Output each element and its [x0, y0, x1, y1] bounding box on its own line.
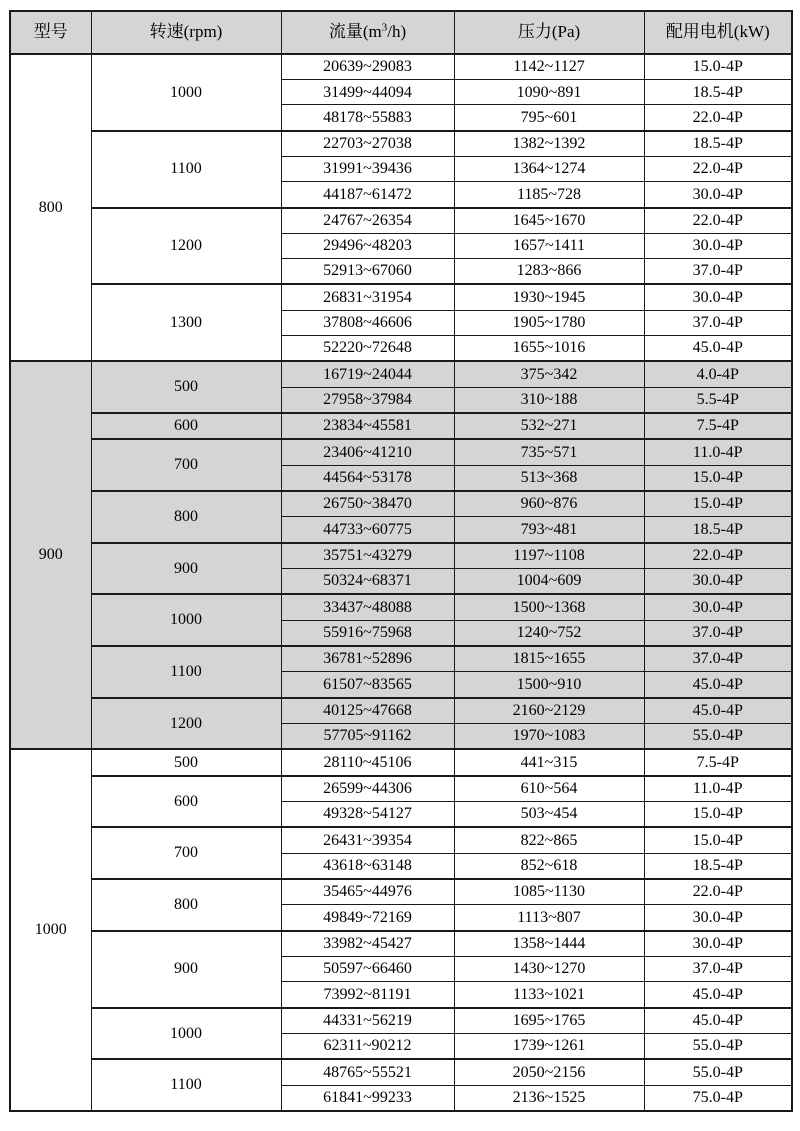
pressure-cell: 1085~1130 — [454, 879, 644, 905]
flow-header-suffix: /h) — [387, 22, 407, 42]
motor-cell: 15.0-4P — [644, 802, 792, 828]
table-row — [10, 931, 792, 957]
pressure-cell: 852~618 — [454, 853, 644, 879]
motor-cell: 15.0-4P — [644, 54, 792, 80]
pressure-cell: 1358~1444 — [454, 931, 644, 957]
motor-cell: 30.0-4P — [644, 594, 792, 620]
speed-cell: 700 — [91, 827, 281, 879]
flow-cell: 44187~61472 — [281, 182, 454, 208]
motor-cell: 22.0-4P — [644, 105, 792, 131]
table-row — [10, 361, 792, 387]
speed-cell: 1000 — [91, 594, 281, 646]
motor-cell: 55.0-4P — [644, 1059, 792, 1085]
table-row — [10, 131, 792, 157]
table-row — [10, 1059, 792, 1085]
speed-column-header: 转速(rpm) — [91, 11, 281, 54]
motor-cell: 45.0-4P — [644, 335, 792, 361]
pressure-cell: 503~454 — [454, 802, 644, 828]
table-row — [10, 491, 792, 517]
motor-cell: 18.5-4P — [644, 853, 792, 879]
pressure-cell: 1364~1274 — [454, 157, 644, 182]
pressure-cell: 2136~1525 — [454, 1085, 644, 1111]
pressure-cell: 2160~2129 — [454, 698, 644, 724]
pressure-cell: 1142~1127 — [454, 54, 644, 80]
flow-cell: 50324~68371 — [281, 568, 454, 594]
table-row — [10, 439, 792, 465]
motor-cell: 15.0-4P — [644, 827, 792, 853]
motor-cell: 45.0-4P — [644, 982, 792, 1008]
flow-cell: 26831~31954 — [281, 284, 454, 310]
table-row — [10, 54, 792, 80]
speed-cell: 900 — [91, 543, 281, 595]
table-row — [10, 646, 792, 672]
motor-column-header: 配用电机(kW) — [644, 11, 792, 54]
speed-cell: 800 — [91, 879, 281, 931]
pressure-cell: 1004~609 — [454, 568, 644, 594]
pressure-cell: 1197~1108 — [454, 543, 644, 569]
motor-cell: 45.0-4P — [644, 698, 792, 724]
motor-cell: 18.5-4P — [644, 517, 792, 543]
flow-cell: 44733~60775 — [281, 517, 454, 543]
flow-header-superscript: 3 — [381, 21, 388, 34]
pressure-cell: 793~481 — [454, 517, 644, 543]
table-row — [10, 827, 792, 853]
flow-cell: 36781~52896 — [281, 646, 454, 672]
flow-cell: 23834~45581 — [281, 413, 454, 440]
motor-cell: 30.0-4P — [644, 931, 792, 957]
model-cell: 900 — [10, 361, 91, 749]
motor-cell: 37.0-4P — [644, 620, 792, 646]
pressure-cell: 1133~1021 — [454, 982, 644, 1008]
speed-cell: 1100 — [91, 131, 281, 208]
motor-cell: 22.0-4P — [644, 543, 792, 569]
flow-cell: 22703~27038 — [281, 131, 454, 157]
flow-cell: 48765~55521 — [281, 1059, 454, 1085]
speed-cell: 1300 — [91, 284, 281, 361]
pressure-cell: 532~271 — [454, 413, 644, 440]
pressure-cell: 1240~752 — [454, 620, 644, 646]
motor-cell: 11.0-4P — [644, 776, 792, 802]
motor-cell: 55.0-4P — [644, 723, 792, 749]
speed-cell: 600 — [91, 776, 281, 828]
flow-cell: 49328~54127 — [281, 802, 454, 828]
flow-cell: 73992~81191 — [281, 982, 454, 1008]
pressure-cell: 441~315 — [454, 749, 644, 776]
table-row — [10, 208, 792, 234]
motor-cell: 7.5-4P — [644, 749, 792, 776]
pressure-cell: 735~571 — [454, 439, 644, 465]
pressure-cell: 1905~1780 — [454, 310, 644, 335]
pressure-cell: 1655~1016 — [454, 335, 644, 361]
speed-cell: 1100 — [91, 1059, 281, 1111]
flow-cell: 62311~90212 — [281, 1033, 454, 1059]
motor-cell: 18.5-4P — [644, 80, 792, 105]
pressure-cell: 1382~1392 — [454, 131, 644, 157]
motor-cell: 45.0-4P — [644, 1008, 792, 1034]
speed-cell: 1200 — [91, 698, 281, 750]
flow-cell: 52220~72648 — [281, 335, 454, 361]
table-row — [10, 749, 792, 776]
flow-header-prefix: 流量(m — [328, 22, 382, 42]
speed-cell: 900 — [91, 931, 281, 1008]
pressure-cell: 1930~1945 — [454, 284, 644, 310]
flow-cell: 43618~63148 — [281, 853, 454, 879]
motor-cell: 45.0-4P — [644, 672, 792, 698]
flow-cell: 26599~44306 — [281, 776, 454, 802]
pressure-cell: 1500~1368 — [454, 594, 644, 620]
pressure-cell: 1739~1261 — [454, 1033, 644, 1059]
pressure-cell: 1113~807 — [454, 905, 644, 931]
flow-column-header — [281, 11, 454, 54]
motor-cell: 15.0-4P — [644, 491, 792, 517]
motor-cell: 22.0-4P — [644, 208, 792, 234]
flow-cell: 29496~48203 — [281, 233, 454, 258]
header-row — [10, 11, 792, 54]
model-cell: 800 — [10, 54, 91, 361]
speed-cell: 1100 — [91, 646, 281, 698]
motor-cell: 37.0-4P — [644, 646, 792, 672]
motor-cell: 18.5-4P — [644, 131, 792, 157]
motor-cell: 37.0-4P — [644, 310, 792, 335]
flow-cell: 23406~41210 — [281, 439, 454, 465]
pressure-cell: 513~368 — [454, 465, 644, 491]
flow-cell: 35465~44976 — [281, 879, 454, 905]
table-row — [10, 284, 792, 310]
flow-cell: 37808~46606 — [281, 310, 454, 335]
motor-cell: 30.0-4P — [644, 568, 792, 594]
pressure-cell: 822~865 — [454, 827, 644, 853]
motor-cell: 30.0-4P — [644, 284, 792, 310]
table-row — [10, 594, 792, 620]
pressure-cell: 610~564 — [454, 776, 644, 802]
motor-cell: 30.0-4P — [644, 905, 792, 931]
flow-cell: 24767~26354 — [281, 208, 454, 234]
pressure-cell: 960~876 — [454, 491, 644, 517]
flow-cell: 44564~53178 — [281, 465, 454, 491]
table-body — [10, 54, 792, 1111]
flow-cell: 26431~39354 — [281, 827, 454, 853]
flow-cell: 20639~29083 — [281, 54, 454, 80]
flow-cell: 57705~91162 — [281, 723, 454, 749]
flow-cell: 26750~38470 — [281, 491, 454, 517]
flow-cell: 61841~99233 — [281, 1085, 454, 1111]
motor-cell: 4.0-4P — [644, 361, 792, 387]
model-column-header: 型号 — [10, 11, 91, 54]
flow-cell: 55916~75968 — [281, 620, 454, 646]
pressure-cell: 2050~2156 — [454, 1059, 644, 1085]
motor-cell: 22.0-4P — [644, 879, 792, 905]
pressure-cell: 1815~1655 — [454, 646, 644, 672]
pressure-cell: 1500~910 — [454, 672, 644, 698]
flow-cell: 44331~56219 — [281, 1008, 454, 1034]
pressure-column-header: 压力(Pa) — [454, 11, 644, 54]
pressure-cell: 1657~1411 — [454, 233, 644, 258]
table-row — [10, 1008, 792, 1034]
flow-cell: 49849~72169 — [281, 905, 454, 931]
flow-cell: 31991~39436 — [281, 157, 454, 182]
flow-cell: 27958~37984 — [281, 387, 454, 413]
fan-performance-table — [9, 10, 793, 1112]
pressure-cell: 1645~1670 — [454, 208, 644, 234]
pressure-cell: 1695~1765 — [454, 1008, 644, 1034]
motor-cell: 30.0-4P — [644, 233, 792, 258]
speed-cell: 600 — [91, 413, 281, 440]
flow-cell: 31499~44094 — [281, 80, 454, 105]
flow-cell: 61507~83565 — [281, 672, 454, 698]
flow-cell: 28110~45106 — [281, 749, 454, 776]
table-row — [10, 543, 792, 569]
model-cell: 1000 — [10, 749, 91, 1111]
motor-cell: 5.5-4P — [644, 387, 792, 413]
flow-cell: 35751~43279 — [281, 543, 454, 569]
speed-cell: 500 — [91, 361, 281, 413]
flow-cell: 40125~47668 — [281, 698, 454, 724]
pressure-cell: 310~188 — [454, 387, 644, 413]
motor-cell: 11.0-4P — [644, 439, 792, 465]
pressure-cell: 1185~728 — [454, 182, 644, 208]
pressure-cell: 1430~1270 — [454, 957, 644, 982]
flow-cell: 16719~24044 — [281, 361, 454, 387]
speed-cell: 800 — [91, 491, 281, 543]
pressure-cell: 1970~1083 — [454, 723, 644, 749]
motor-cell: 37.0-4P — [644, 957, 792, 982]
pressure-cell: 795~601 — [454, 105, 644, 131]
pressure-cell: 1283~866 — [454, 259, 644, 285]
pressure-cell: 1090~891 — [454, 80, 644, 105]
motor-cell: 22.0-4P — [644, 157, 792, 182]
speed-cell: 1000 — [91, 1008, 281, 1060]
motor-cell: 30.0-4P — [644, 182, 792, 208]
motor-cell: 75.0-4P — [644, 1085, 792, 1111]
flow-cell: 33982~45427 — [281, 931, 454, 957]
table-row — [10, 413, 792, 440]
flow-cell: 50597~66460 — [281, 957, 454, 982]
table-row — [10, 879, 792, 905]
speed-cell: 500 — [91, 749, 281, 776]
table-row — [10, 776, 792, 802]
flow-cell: 48178~55883 — [281, 105, 454, 131]
motor-cell: 15.0-4P — [644, 465, 792, 491]
speed-cell: 1000 — [91, 54, 281, 131]
motor-cell: 7.5-4P — [644, 413, 792, 440]
table-row — [10, 698, 792, 724]
pressure-cell: 375~342 — [454, 361, 644, 387]
motor-cell: 55.0-4P — [644, 1033, 792, 1059]
speed-cell: 1200 — [91, 208, 281, 285]
speed-cell: 700 — [91, 439, 281, 491]
motor-cell: 37.0-4P — [644, 259, 792, 285]
flow-cell: 52913~67060 — [281, 259, 454, 285]
flow-cell: 33437~48088 — [281, 594, 454, 620]
